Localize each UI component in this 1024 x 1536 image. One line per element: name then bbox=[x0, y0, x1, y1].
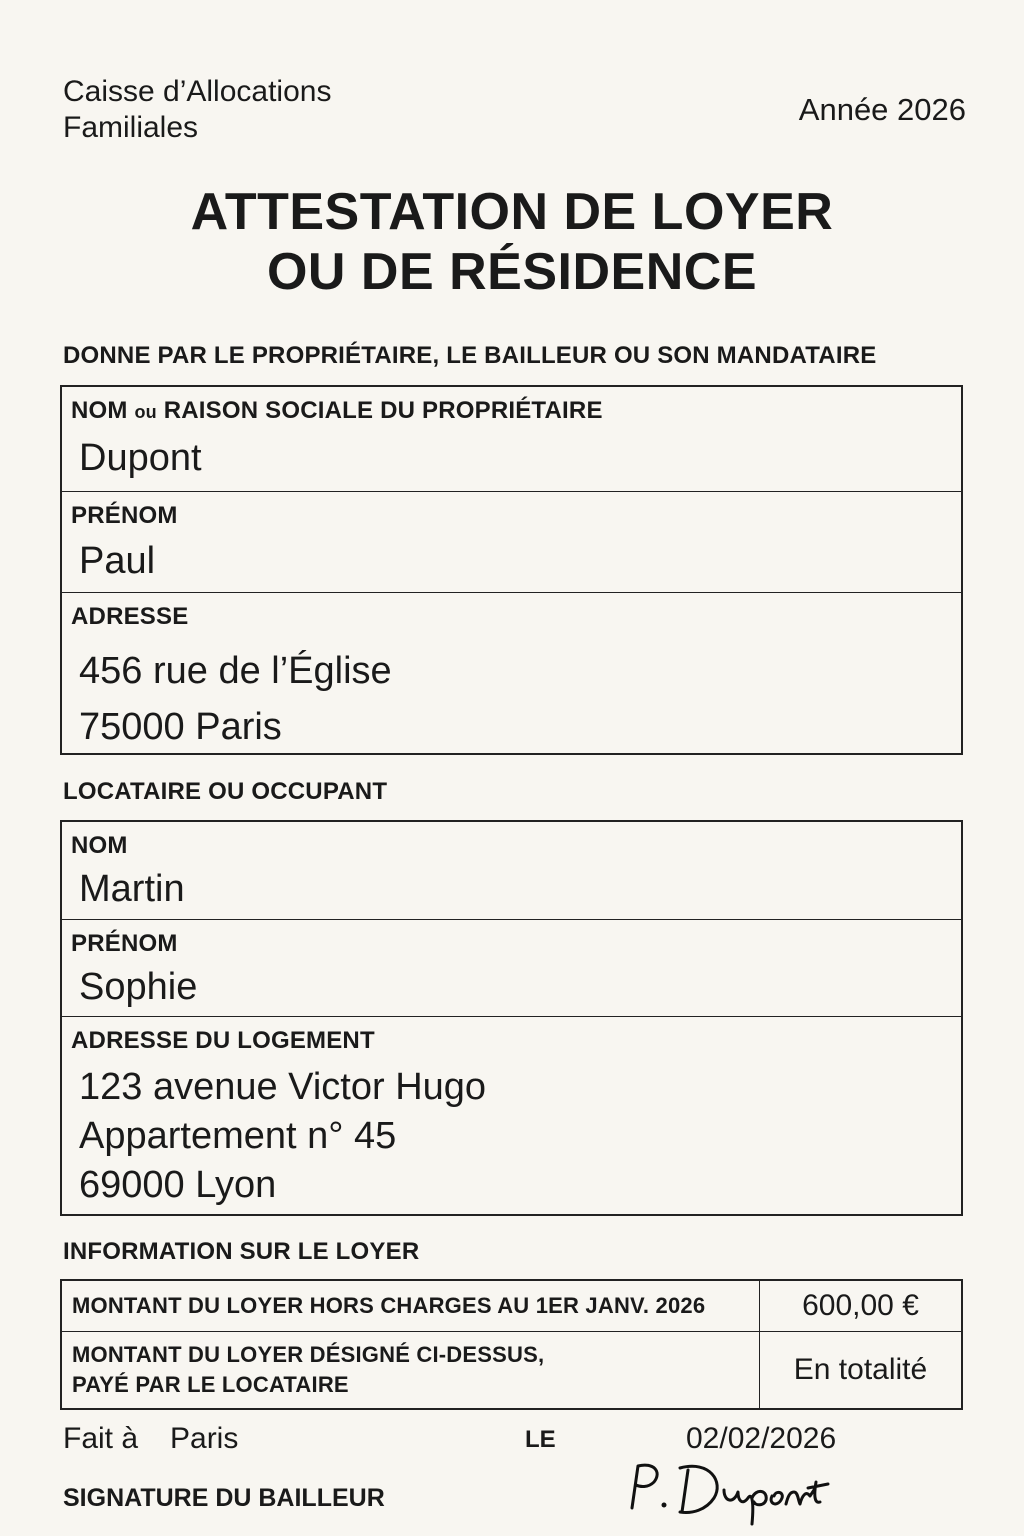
signature-label: SIGNATURE DU BAILLEUR bbox=[63, 1484, 385, 1512]
title-line-1: ATTESTATION DE LOYER bbox=[190, 183, 834, 241]
tenant-address-line-2: Appartement n° 45 bbox=[79, 1115, 397, 1157]
tenant-section-heading: LOCATAIRE OU OCCUPANT bbox=[63, 778, 388, 805]
rent-paid-label-line-1: MONTANT DU LOYER DÉSIGNÉ CI-DESSUS, bbox=[72, 1342, 545, 1367]
tenant-address-line-1: 123 avenue Victor Hugo bbox=[79, 1066, 487, 1108]
document-title bbox=[0, 182, 1024, 302]
tenant-name-label: NOM bbox=[71, 832, 128, 859]
rent-amount-row bbox=[62, 1281, 961, 1332]
rent-paid-row bbox=[62, 1332, 961, 1408]
organization-line-2: Familiales bbox=[63, 111, 199, 144]
tenant-firstname-value: Sophie bbox=[79, 966, 198, 1008]
title-line-2: OU DE RÉSIDENCE bbox=[266, 243, 758, 301]
owner-address-value bbox=[79, 643, 392, 755]
tenant-address-field bbox=[62, 1017, 961, 1214]
owner-address-field bbox=[62, 593, 961, 753]
rent-section-heading: INFORMATION SUR LE LOYER bbox=[63, 1238, 420, 1265]
organization-line-1: Caisse d’Allocations bbox=[63, 75, 332, 108]
made-at-label: Fait à bbox=[63, 1422, 139, 1455]
owner-firstname-field bbox=[62, 492, 961, 593]
date-value: 02/02/2026 bbox=[686, 1422, 837, 1455]
handwritten-signature bbox=[620, 1450, 860, 1530]
owner-name-value: Dupont bbox=[79, 437, 202, 479]
rent-paid-value: En totalité bbox=[793, 1353, 928, 1386]
date-label: LE bbox=[525, 1426, 556, 1453]
rent-amount-value: 600,00 € bbox=[802, 1289, 919, 1322]
tenant-name-field bbox=[62, 822, 961, 920]
owner-box bbox=[60, 385, 963, 755]
owner-address-line-1: 456 rue de l’Église bbox=[79, 650, 392, 692]
owner-address-line-2: 75000 Paris bbox=[79, 706, 282, 748]
owner-name-label: NOM ou RAISON SOCIALE DU PROPRIÉTAIRE bbox=[71, 397, 603, 424]
organization-name bbox=[63, 74, 331, 146]
rent-paid-label-line-2: PAYÉ PAR LE LOCATAIRE bbox=[72, 1372, 349, 1397]
owner-section-heading: DONNE PAR LE PROPRIÉTAIRE, LE BAILLEUR OU SON MANDATAIRE bbox=[63, 342, 877, 369]
made-at-value: Paris bbox=[170, 1422, 239, 1455]
document-year: Année 2026 bbox=[798, 92, 966, 127]
tenant-box bbox=[60, 820, 963, 1216]
tenant-address-value bbox=[79, 1063, 486, 1210]
owner-address-label: ADRESSE bbox=[71, 603, 189, 630]
owner-firstname-value: Paul bbox=[79, 540, 156, 582]
tenant-firstname-label: PRÉNOM bbox=[71, 930, 178, 957]
rent-table bbox=[60, 1279, 963, 1410]
owner-name-field bbox=[62, 387, 961, 492]
tenant-address-label: ADRESSE DU LOGEMENT bbox=[71, 1027, 375, 1054]
tenant-firstname-field bbox=[62, 920, 961, 1017]
owner-firstname-label: PRÉNOM bbox=[71, 502, 178, 529]
tenant-address-line-3: 69000 Lyon bbox=[79, 1164, 277, 1206]
rent-amount-label: MONTANT DU LOYER HORS CHARGES AU 1ER JANV. 2026 bbox=[62, 1281, 760, 1331]
tenant-name-value: Martin bbox=[79, 868, 185, 910]
signature-image bbox=[620, 1450, 860, 1535]
rent-paid-label bbox=[62, 1332, 760, 1408]
